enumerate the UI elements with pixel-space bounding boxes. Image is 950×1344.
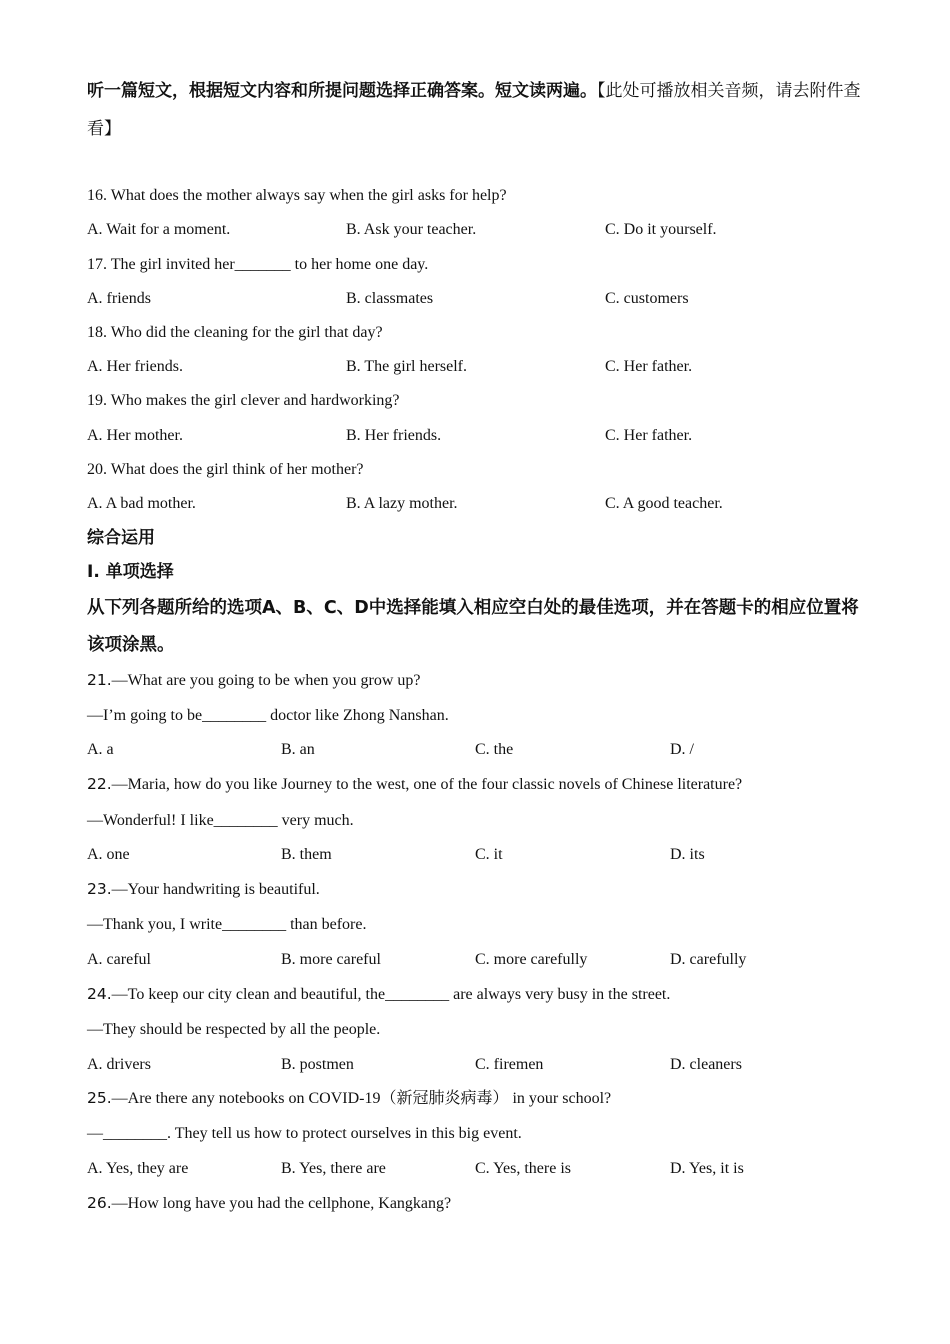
question-20: 20. What does the girl think of her mother?	[87, 461, 364, 478]
question-17: 17. The girl invited her_______ to her home one day.	[87, 256, 429, 273]
option-21-b: B. an	[281, 741, 315, 758]
section-title: 综合运用	[87, 528, 155, 548]
section-instruction: 从下列各题所给的选项A、B、C、D中选择能填入相应空白处的最佳选项，并在答题卡的相应位置将该项涂黑。	[87, 598, 859, 655]
option-18-c: C. Her father.	[605, 358, 693, 375]
option-21-a: A. a	[87, 741, 114, 758]
option-25-c: C. Yes, there is	[475, 1160, 572, 1177]
question-16: 16. What does the mother always say when the girl asks for help?	[87, 187, 507, 204]
question-text: What does the mother always say when the girl asks for help?	[110, 187, 507, 204]
answer-line-21: —I’m going to be________ doctor like Zhong Nanshan.	[87, 707, 449, 724]
question-22: 22.—Maria, how do you like Journey to the west, one of the four classic novels of Chinese literature?	[87, 775, 743, 793]
option-21-d: D. /	[670, 741, 694, 758]
question-text: The girl invited her_______ to her home one day.	[110, 256, 429, 273]
option-22-b: B. them	[281, 846, 332, 863]
section-subtitle: Ⅰ. 单项选择	[87, 562, 174, 582]
question-26: 26.—How long have you had the cellphone, Kangkang?	[87, 1194, 452, 1212]
question-text: Who makes the girl clever and hardworking?	[110, 392, 400, 409]
option-24-a: A. drivers	[87, 1056, 151, 1073]
question-text: What does the girl think of her mother?	[110, 461, 364, 478]
question-18: 18. Who did the cleaning for the girl that day?	[87, 324, 383, 341]
option-17-a: A. friends	[87, 290, 151, 307]
question-25: 25.—Are there any notebooks on COVID-19（新冠肺炎病毒） in your school?	[87, 1089, 612, 1107]
option-25-d: D. Yes, it is	[670, 1160, 744, 1177]
option-25-b: B. Yes, there are	[281, 1160, 386, 1177]
option-21-c: C. the	[475, 741, 514, 758]
option-24-d: D. cleaners	[670, 1056, 742, 1073]
option-20-a: A. A bad mother.	[87, 495, 196, 512]
listening-instruction	[87, 72, 862, 147]
option-18-b: B. The girl herself.	[346, 358, 468, 375]
option-17-b: B. classmates	[346, 290, 434, 307]
option-19-b: B. Her friends.	[346, 427, 442, 444]
question-21: 21.—What are you going to be when you grow up?	[87, 671, 421, 689]
option-16-b: B. Ask your teacher.	[346, 221, 477, 238]
option-25-a: A. Yes, they are	[87, 1160, 189, 1177]
option-22-c: C. it	[475, 846, 503, 863]
question-19: 19. Who makes the girl clever and hardworking?	[87, 392, 400, 409]
question-text: Who did the cleaning for the girl that day?	[110, 324, 383, 341]
option-24-b: B. postmen	[281, 1056, 354, 1073]
option-23-b: B. more careful	[281, 951, 381, 968]
listening-instruction-bold: 听一篇短文，根据短文内容和所提问题选择正确答案。短文读两遍。	[87, 81, 597, 101]
option-22-a: A. one	[87, 846, 130, 863]
option-20-c: C. A good teacher.	[605, 495, 723, 512]
option-19-c: C. Her father.	[605, 427, 693, 444]
answer-line-25: —________. They tell us how to protect ourselves in this big event.	[87, 1125, 522, 1142]
option-23-c: C. more carefully	[475, 951, 588, 968]
question-23: 23.—Your handwriting is beautiful.	[87, 880, 320, 898]
option-23-d: D. carefully	[670, 951, 747, 968]
answer-line-24: —They should be respected by all the people.	[87, 1021, 381, 1038]
option-18-a: A. Her friends.	[87, 358, 183, 375]
audio-note: 【此处可播放相关音频，请去附件查看】	[87, 81, 861, 138]
option-19-a: A. Her mother.	[87, 427, 183, 444]
question-24: 24.—To keep our city clean and beautiful, the________ are always very busy in the street.	[87, 985, 671, 1003]
option-23-a: A. careful	[87, 951, 151, 968]
option-17-c: C. customers	[605, 290, 689, 307]
option-16-c: C. Do it yourself.	[605, 221, 717, 238]
answer-line-23: —Thank you, I write________ than before.	[87, 916, 367, 933]
option-16-a: A. Wait for a moment.	[87, 221, 231, 238]
option-22-d: D. its	[670, 846, 705, 863]
option-24-c: C. firemen	[475, 1056, 544, 1073]
answer-line-22: —Wonderful! I like________ very much.	[87, 812, 354, 829]
option-20-b: B. A lazy mother.	[346, 495, 458, 512]
